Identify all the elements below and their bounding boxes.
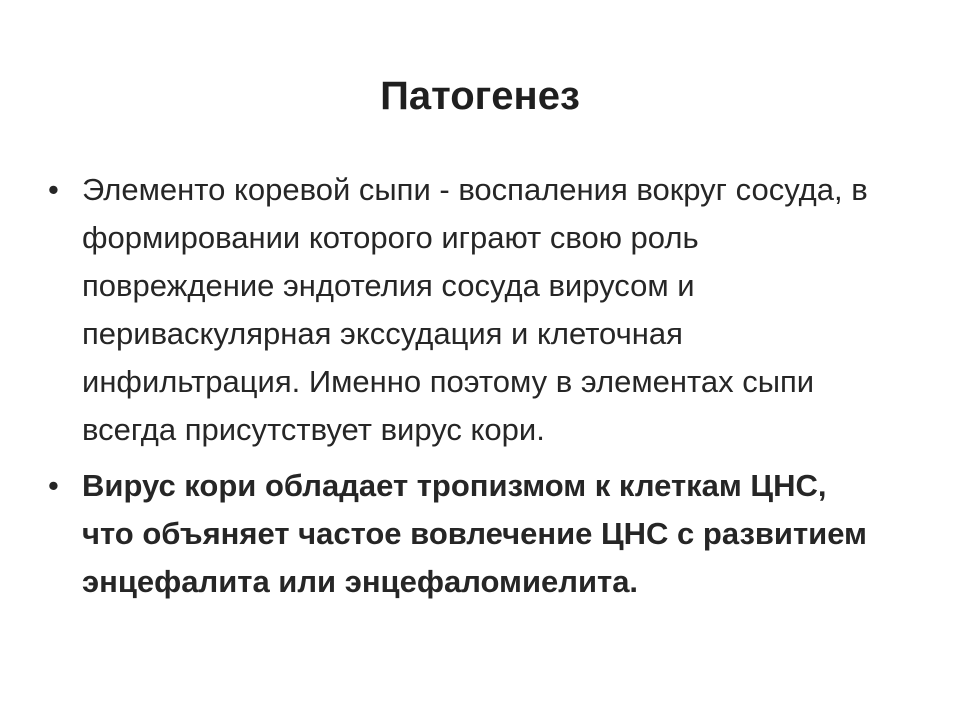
slide-title: Патогенез [380,74,580,118]
bullet-marker: • [48,468,59,503]
bullet-text: Вирус кори обладает тропизмом к клеткам ЦНС, что объяняет частое вовлечение ЦНС с развитием энцефалита или энцефаломиелита. [82,468,867,599]
bullet-marker: • [48,172,59,207]
bullet-text: Элементо коревой сыпи - воспаления вокруг сосуда, в формировании которого играют свою роль повреждение эндотелия сосуда вирусом и периваскулярная экссудация и клеточная инфильтрация. Именно поэтому в элементах сыпи всегда присутствует вирус кори. [82,172,868,447]
bullet-item [48,166,878,454]
bullet-list [48,166,878,606]
bullet-item [48,462,878,606]
